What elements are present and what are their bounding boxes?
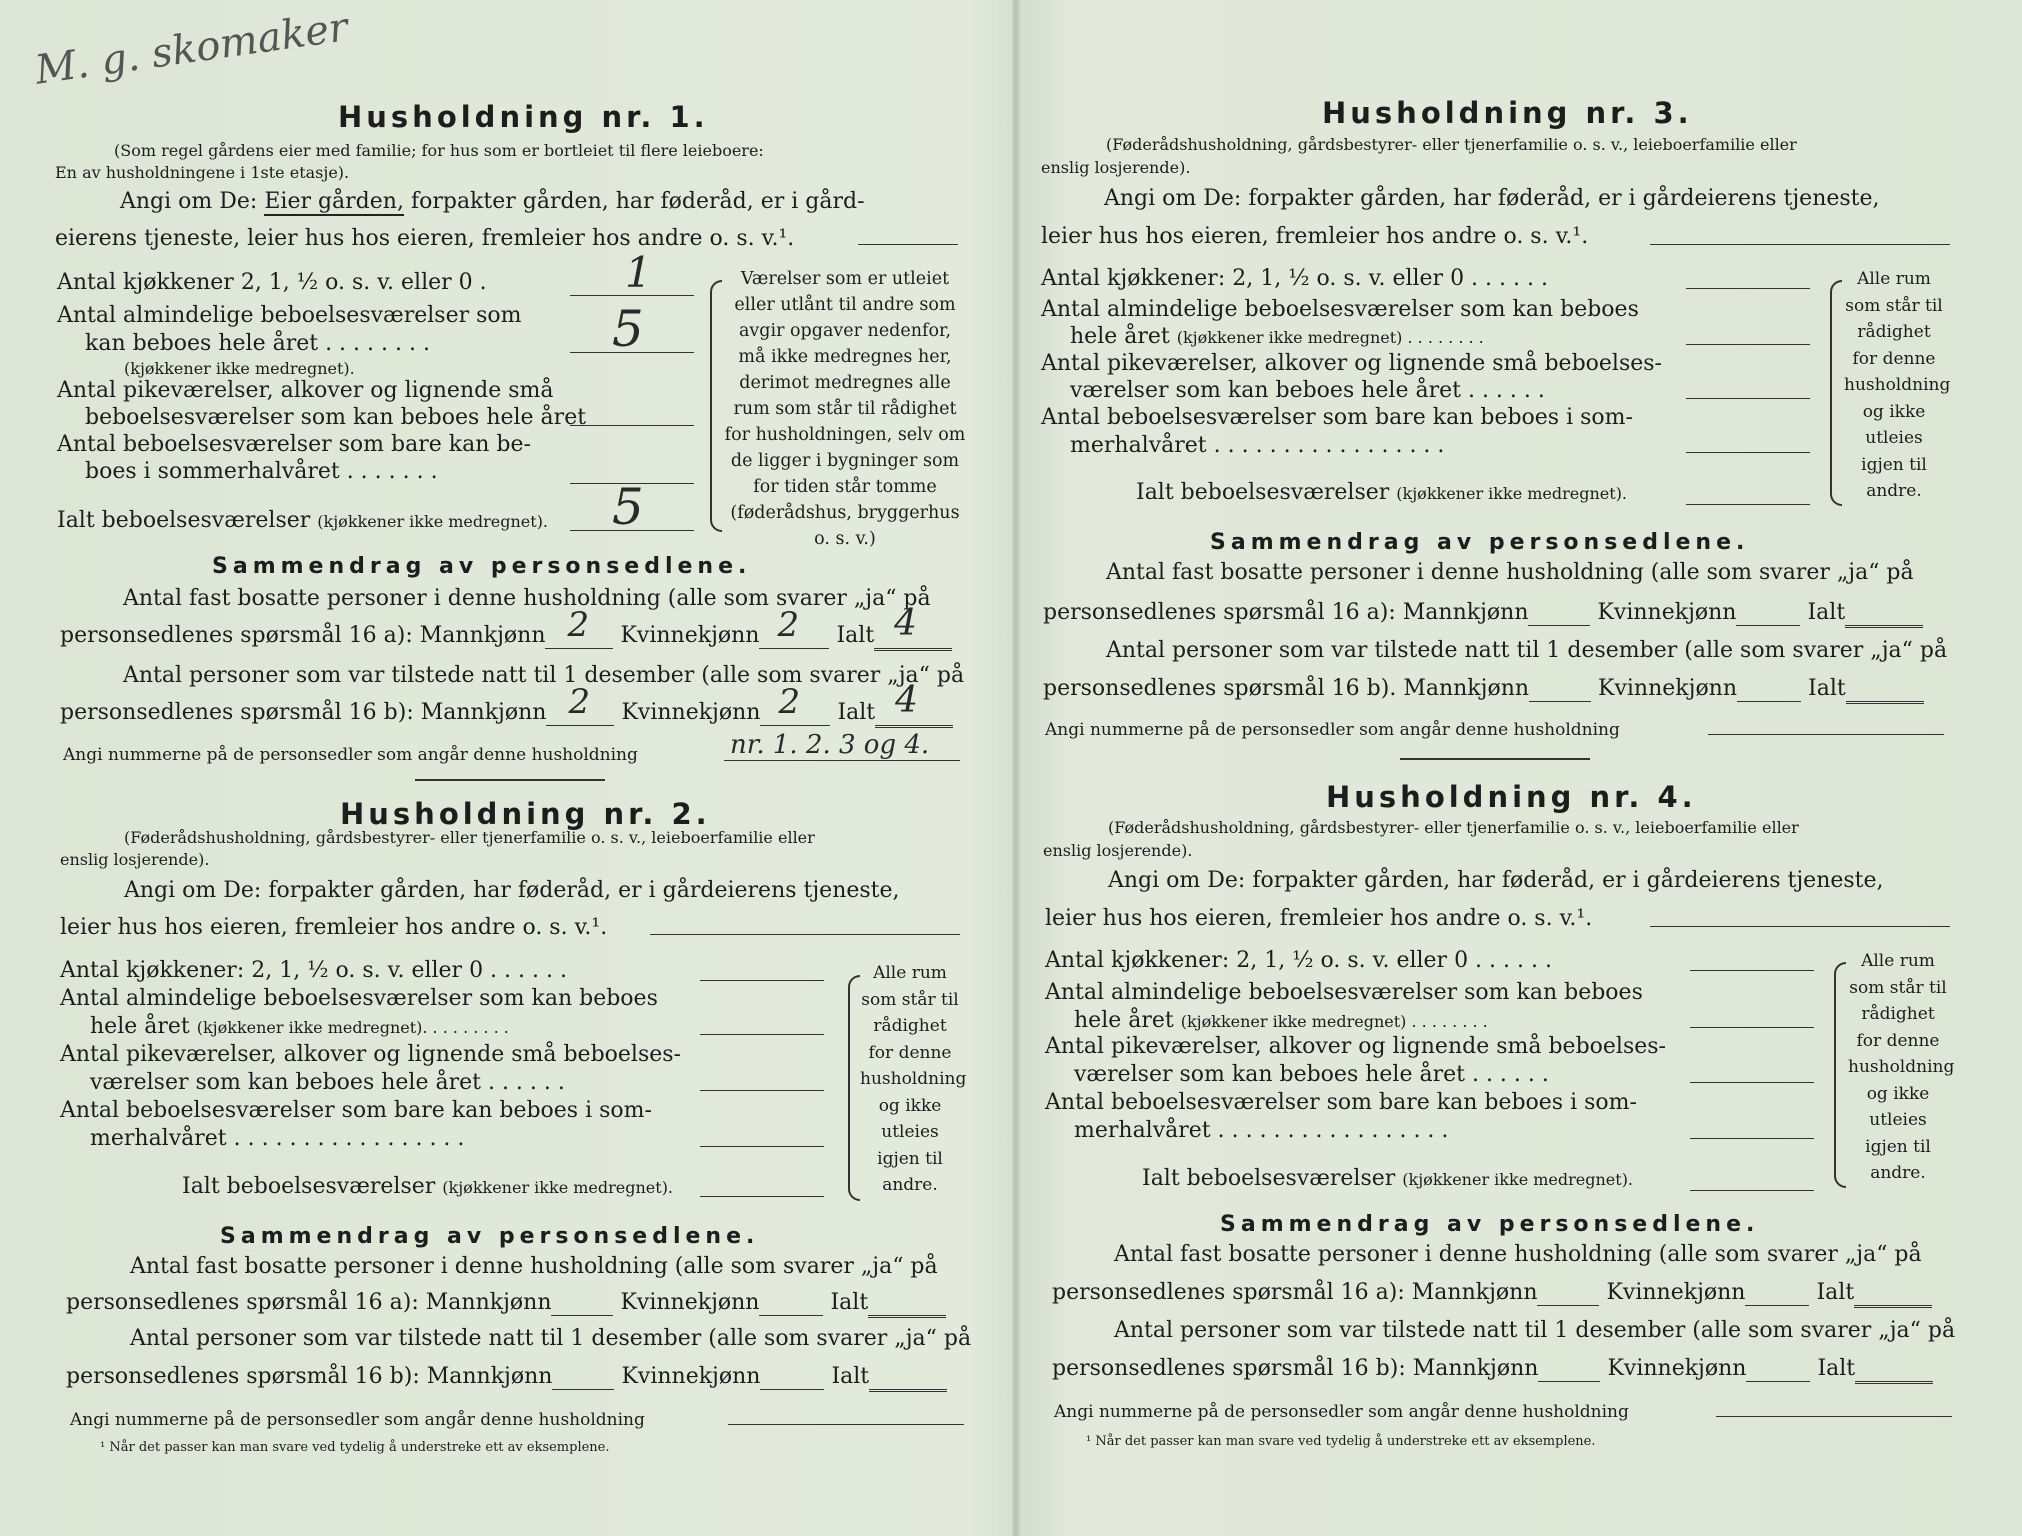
total-label: Ialt	[1808, 676, 1846, 701]
maid-rooms-answer-line	[1686, 398, 1810, 399]
total-rooms-note: (kjøkkener ikke medregnet).	[442, 1178, 674, 1197]
household-1-total-rooms-label	[57, 508, 548, 533]
household-4-rooms-label-b	[1074, 1008, 1488, 1033]
household-3-summary-3: Antal personer som var tilstede natt til 1 desember (alle som svarer „ja“ på	[1106, 638, 1948, 663]
total-rooms-answer-line	[700, 1196, 824, 1197]
female-label: Kvinnekjønn	[620, 1290, 760, 1315]
household-2-summary-title: Sammendrag av personsedlene.	[220, 1224, 760, 1249]
household-1-rooms-label-a: Antal almindelige beboelsesværelser som	[57, 303, 522, 328]
owner-choice-underlined: Eier gården,	[264, 189, 404, 214]
rooms-label-b: hele året	[1074, 1008, 1174, 1033]
total-rooms-label: Ialt beboelsesværelser	[1142, 1166, 1396, 1191]
numbers-answer-line	[728, 1424, 964, 1425]
household-3-angi-line-1: Angi om De: forpakter gården, har føderåd, er i gårdeierens tjeneste,	[1104, 186, 1880, 211]
summer-rooms-answer-line	[1686, 452, 1810, 453]
total-label: Ialt	[1817, 1356, 1856, 1381]
present-male-value: 2	[568, 682, 591, 722]
household-2-note-2: enslig losjerende).	[60, 850, 210, 869]
household-2-summer-rooms-label-b: merhalvåret . . . . . . . . . . . . . . . . .	[90, 1126, 465, 1151]
male-label: personsedlenes spørsmål 16 b). Mannkjønn	[1043, 676, 1530, 701]
side-note-brace	[848, 975, 860, 1201]
household-1-summer-rooms-label-a: Antal beboelsesværelser som bare kan be-	[57, 432, 531, 457]
household-1-kitchens-label: Antal kjøkkener 2, 1, ½ o. s. v. eller 0 .	[57, 270, 487, 295]
rooms-value: 5	[612, 300, 644, 358]
household-3-summary-1: Antal fast bosatte personer i denne husholdning (alle som svarer „ja“ på	[1106, 560, 1914, 585]
total-rooms-answer-line	[1686, 504, 1810, 505]
household-1-numbers-label: Angi nummerne på de personsedler som angår denne husholdning	[63, 745, 638, 765]
household-1-summary-title: Sammendrag av personsedlene.	[212, 554, 752, 579]
household-4-rooms-label-a: Antal almindelige beboelsesværelser som kan beboes	[1045, 980, 1643, 1005]
household-4-summer-rooms-label-b: merhalvåret . . . . . . . . . . . . . . . . .	[1074, 1118, 1449, 1143]
household-1-summer-rooms-label-b: boes i sommerhalvåret . . . . . . .	[85, 459, 438, 484]
total-rooms-value: 5	[612, 478, 644, 536]
total-rooms-note: (kjøkkener ikke medregnet).	[1396, 484, 1628, 503]
household-4-maid-rooms-label-a: Antal pikeværelser, alkover og lignende små beboelses-	[1045, 1034, 1666, 1059]
household-3-note-1: (Føderådshusholdning, gårdsbestyrer- eller tjenerfamilie o. s. v., leieboerfamilie eller	[1106, 135, 1797, 154]
rooms-label-c: (kjøkkener ikke medregnet) . . . . . . . .	[1180, 1012, 1488, 1031]
household-4-summary-4	[1052, 1356, 1933, 1384]
household-1-numbers-value: nr. 1. 2. 3 og 4.	[730, 730, 930, 760]
household-1-note-2: En av husholdningene i 1ste etasje).	[55, 163, 350, 182]
female-label: Kvinnekjønn	[1598, 676, 1738, 701]
household-4-angi-line-2: leier hus hos eieren, fremleier hos andre o. s. v.¹.	[1045, 906, 1593, 931]
male-label: personsedlenes spørsmål 16 b): Mannkjønn	[60, 700, 547, 725]
rooms-label-b: hele året	[90, 1014, 190, 1039]
side-note-brace	[710, 280, 722, 532]
household-4-note-1: (Føderådshusholdning, gårdsbestyrer- eller tjenerfamilie o. s. v., leieboerfamilie eller	[1108, 818, 1799, 837]
total-rooms-label: Ialt beboelsesværelser	[1136, 480, 1390, 505]
female-label: Kvinnekjønn	[620, 623, 760, 648]
rooms-label-b: hele året	[1070, 324, 1170, 349]
household-3-numbers-label: Angi nummerne på de personsedler som angår denne husholdning	[1045, 720, 1620, 740]
household-1-rooms-label-b: kan beboes hele året . . . . . . . .	[85, 331, 430, 356]
household-3-rooms-label-a: Antal almindelige beboelsesværelser som kan beboes	[1041, 297, 1639, 322]
handwritten-annotation: M. g. skomaker	[32, 4, 351, 94]
household-4-summary-3: Antal personer som var tilstede natt til 1 desember (alle som svarer „ja“ på	[1114, 1318, 1956, 1343]
household-3-summary-title: Sammendrag av personsedlene.	[1210, 530, 1750, 555]
household-1-summary-1: Antal fast bosatte personer i denne husholdning (alle som svarer „ja“ på	[123, 586, 931, 611]
total-label: Ialt	[831, 1364, 870, 1389]
total-label: Ialt	[837, 700, 876, 725]
household-2-maid-rooms-label-a: Antal pikeværelser, alkover og lignende små beboelses-	[60, 1042, 681, 1067]
household-2-side-note: Alle rum som står til rådighet for denne husholdning og ikke utleies igjen til andre.	[860, 963, 967, 1195]
total-rooms-note: (kjøkkener ikke medregnet).	[317, 512, 549, 531]
resident-female-value: 2	[777, 605, 800, 645]
household-3-kitchens-label: Antal kjøkkener: 2, 1, ½ o. s. v. eller 0 . . . . . .	[1041, 266, 1548, 291]
total-label: Ialt	[830, 1290, 869, 1315]
household-2-total-rooms-label	[182, 1174, 673, 1199]
household-4-side-note: Alle rum som står til rådighet for denne husholdning og ikke utleies igjen til andre.	[1848, 951, 1955, 1183]
female-label: Kvinnekjønn	[621, 1364, 761, 1389]
household-1-summary-4	[60, 680, 953, 728]
household-3-side-note: Alle rum som står til rådighet for denne husholdning og ikke utleies igjen til andre.	[1844, 269, 1951, 501]
household-1-maid-rooms-label-a: Antal pikeværelser, alkover og lignende små	[57, 378, 554, 403]
resident-total-value: 4	[894, 603, 918, 644]
household-2-numbers-label: Angi nummerne på de personsedler som angår denne husholdning	[70, 1410, 645, 1430]
male-label: personsedlenes spørsmål 16 a): Mannkjønn	[1052, 1280, 1538, 1305]
summer-rooms-answer-line	[1690, 1138, 1814, 1139]
rooms-label-c: (kjøkkener ikke medregnet). . . . . . . . .	[196, 1018, 509, 1037]
household-4-maid-rooms-label-b: værelser som kan beboes hele året . . . . . .	[1074, 1062, 1549, 1087]
male-label: personsedlenes spørsmål 16 a): Mannkjønn	[1043, 600, 1529, 625]
total-rooms-note: (kjøkkener ikke medregnet).	[1402, 1170, 1634, 1189]
female-label: Kvinnekjønn	[1597, 600, 1737, 625]
household-2-summary-4	[66, 1364, 947, 1392]
household-2-rooms-label-a: Antal almindelige beboelsesværelser som kan beboes	[60, 986, 658, 1011]
total-rooms-label: Ialt beboelsesværelser	[182, 1174, 436, 1199]
rooms-answer-line	[1690, 1027, 1814, 1028]
household-4-angi-line-1: Angi om De: forpakter gården, har føderåd, er i gårdeierens tjeneste,	[1108, 868, 1884, 893]
present-female-value: 2	[778, 682, 801, 722]
rooms-label-c: (kjøkkener ikke medregnet) . . . . . . . .	[1176, 328, 1484, 347]
household-3-summary-4	[1043, 676, 1924, 704]
household-1-angi-line-2: eierens tjeneste, leier hus hos eieren, fremleier hos andre o. s. v.¹.	[55, 226, 795, 251]
household-1-note-1: (Som regel gårdens eier med familie; for hus som er bortleiet til flere leieboere:	[114, 141, 764, 160]
household-2-summary-3: Antal personer som var tilstede natt til 1 desember (alle som svarer „ja“ på	[130, 1326, 972, 1351]
household-1-summary-2	[60, 603, 952, 651]
summer-rooms-answer-line	[700, 1146, 824, 1147]
side-note-brace	[1834, 962, 1846, 1188]
resident-male-value: 2	[567, 605, 590, 645]
household-4-summer-rooms-label-a: Antal beboelsesværelser som bare kan beboes i som-	[1045, 1090, 1637, 1115]
household-4-summary-title: Sammendrag av personsedlene.	[1220, 1212, 1760, 1237]
household-3-title: Husholdning nr. 3.	[1322, 96, 1693, 130]
household-2-summary-1: Antal fast bosatte personer i denne husholdning (alle som svarer „ja“ på	[130, 1254, 938, 1279]
household-2-kitchens-label: Antal kjøkkener: 2, 1, ½ o. s. v. eller 0 . . . . . .	[60, 958, 567, 983]
household-2-summary-2	[66, 1290, 946, 1318]
male-label: personsedlenes spørsmål 16 a): Mannkjønn	[66, 1290, 552, 1315]
maid-rooms-answer-line	[570, 425, 694, 426]
maid-rooms-answer-line	[1690, 1082, 1814, 1083]
household-3-angi-line-2: leier hus hos eieren, fremleier hos andre o. s. v.¹.	[1041, 224, 1589, 249]
household-1-title: Husholdning nr. 1.	[338, 100, 709, 134]
household-4-numbers-label: Angi nummerne på de personsedler som angår denne husholdning	[1054, 1402, 1629, 1422]
household-3-maid-rooms-label-b: værelser som kan beboes hele året . . . . . .	[1070, 378, 1545, 403]
total-rooms-answer-line	[1690, 1190, 1814, 1191]
household-1-summary-3: Antal personer som var tilstede natt til 1 desember (alle som svarer „ja“ på	[123, 663, 965, 688]
kitchens-answer-line	[700, 980, 824, 981]
footnote-right: ¹ Når det passer kan man svare ved tydelig å understreke ett av eksemplene.	[1086, 1434, 1596, 1449]
household-3-rooms-label-b	[1070, 324, 1484, 349]
total-label: Ialt	[1816, 1280, 1855, 1305]
rooms-answer-line	[1686, 344, 1810, 345]
total-label: Ialt	[836, 623, 875, 648]
household-1-side-note: Værelser som er utleiet eller utlånt til andre som avgir opgaver nedenfor, må ikke medregnes her, derimot medregnes alle rum som står til rådighet for husholdningen, selv om de ligger i bygninger som for tiden står tomme (føderådshus, bryggerhus o. s. v.)	[724, 269, 966, 549]
male-label: personsedlenes spørsmål 16 b): Mannkjønn	[1052, 1356, 1539, 1381]
kitchens-answer-line	[1686, 288, 1810, 289]
household-3-summer-rooms-label-a: Antal beboelsesværelser som bare kan beboes i som-	[1041, 405, 1633, 430]
household-3-note-2: enslig losjerende).	[1041, 158, 1191, 177]
female-label: Kvinnekjønn	[621, 700, 761, 725]
household-3-summer-rooms-label-b: merhalvåret . . . . . . . . . . . . . . . . .	[1070, 433, 1445, 458]
household-4-summary-2	[1052, 1280, 1932, 1308]
angi-rest: forpakter gården, har føderåd, er i gård-	[410, 189, 865, 214]
household-3-total-rooms-label	[1136, 480, 1627, 505]
household-2-maid-rooms-label-b: værelser som kan beboes hele året . . . . . .	[90, 1070, 565, 1095]
rooms-answer-line	[700, 1034, 824, 1035]
page-fold	[1012, 0, 1020, 1536]
total-rooms-label: Ialt beboelsesværelser	[57, 508, 311, 533]
household-1-rooms-label-c: (kjøkkener ikke medregnet).	[124, 359, 355, 378]
household-3-summary-2	[1043, 600, 1923, 628]
section-separator	[1400, 758, 1590, 760]
answer-line	[1650, 926, 1950, 927]
household-2-angi-line-1: Angi om De: forpakter gården, har føderåd, er i gårdeierens tjeneste,	[124, 878, 900, 903]
male-label: personsedlenes spørsmål 16 a): Mannkjønn	[60, 623, 546, 648]
female-label: Kvinnekjønn	[1607, 1356, 1747, 1381]
household-2-angi-line-2: leier hus hos eieren, fremleier hos andre o. s. v.¹.	[60, 915, 608, 940]
footnote-left: ¹ Når det passer kan man svare ved tydelig å understreke ett av eksemplene.	[100, 1440, 610, 1455]
answer-line	[858, 244, 958, 245]
household-1-maid-rooms-label-b: beboelsesværelser som kan beboes hele året	[85, 405, 587, 430]
answer-line	[1650, 244, 1950, 245]
household-4-title: Husholdning nr. 4.	[1326, 780, 1697, 814]
present-total-value: 4	[895, 680, 919, 721]
female-label: Kvinnekjønn	[1606, 1280, 1746, 1305]
household-2-title: Husholdning nr. 2.	[340, 797, 711, 831]
household-4-total-rooms-label	[1142, 1166, 1633, 1191]
household-1-angi-line-1	[120, 189, 865, 214]
answer-line	[650, 934, 960, 935]
household-3-maid-rooms-label-a: Antal pikeværelser, alkover og lignende små beboelses-	[1041, 351, 1662, 376]
numbers-answer-line	[724, 760, 960, 761]
numbers-answer-line	[1708, 734, 1944, 735]
kitchens-answer-line	[1690, 970, 1814, 971]
male-label: personsedlenes spørsmål 16 b): Mannkjønn	[66, 1364, 553, 1389]
side-note-brace	[1830, 280, 1842, 506]
household-4-summary-1: Antal fast bosatte personer i denne husholdning (alle som svarer „ja“ på	[1114, 1242, 1922, 1267]
household-2-summer-rooms-label-a: Antal beboelsesværelser som bare kan beboes i som-	[60, 1098, 652, 1123]
section-separator	[415, 779, 605, 781]
numbers-answer-line	[1716, 1416, 1952, 1417]
household-4-note-2: enslig losjerende).	[1043, 841, 1193, 860]
household-4-kitchens-label: Antal kjøkkener: 2, 1, ½ o. s. v. eller 0 . . . . . .	[1045, 948, 1552, 973]
angi-prefix: Angi om De:	[120, 189, 258, 214]
household-2-rooms-label-b	[90, 1014, 509, 1039]
kitchens-value: 1	[625, 248, 652, 297]
maid-rooms-answer-line	[700, 1090, 824, 1091]
household-2-note-1: (Føderådshusholdning, gårdsbestyrer- eller tjenerfamilie o. s. v., leieboerfamilie eller	[124, 828, 815, 847]
total-label: Ialt	[1807, 600, 1846, 625]
